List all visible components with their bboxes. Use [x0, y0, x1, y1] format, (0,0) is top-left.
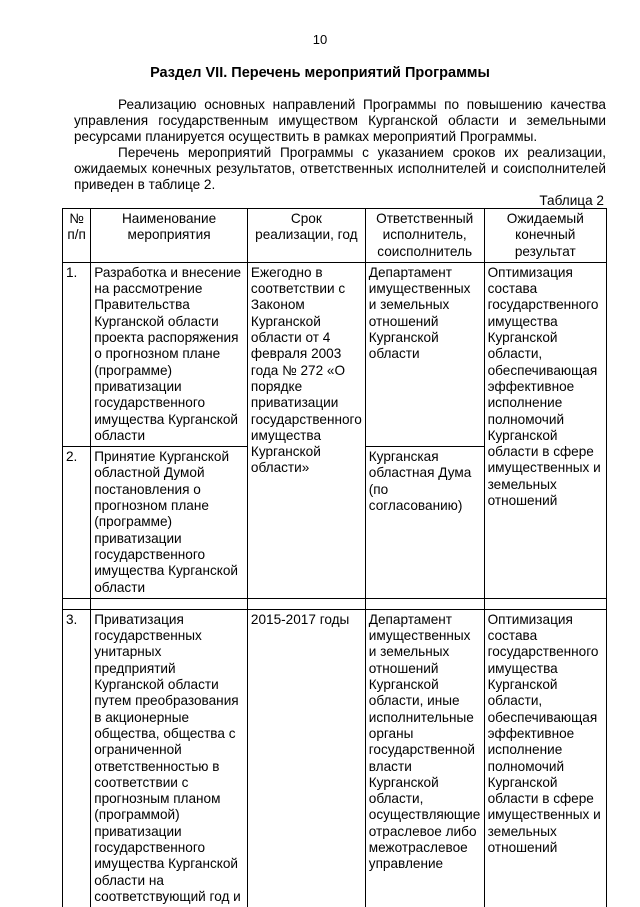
- row-num: 2.: [63, 447, 91, 599]
- row-num: 1.: [63, 262, 91, 446]
- header-num: № п/п: [63, 209, 91, 263]
- row-name: Приватизация государственных унитарных предприятий Курганской области путем преобразования в акционерные общества, общества с ограниченной ответственностью в соответствии с прогнозным планом (программой) приватизации государственного имущества Курганской области на соответствующий год и: [91, 609, 248, 907]
- paragraph-intro: Реализацию основных направлений Программы по повышению качества управления государственным имуществом Курганской области и земельными ресурсами планируется осуществить в рамках мероприятий Программы.: [74, 97, 606, 145]
- section-title: Раздел VII. Перечень мероприятий Программы: [150, 65, 490, 81]
- header-result: Ожидаемый конечный результат: [484, 209, 606, 263]
- table-row: [63, 262, 607, 446]
- row-executor: Департамент имущественных и земельных отношений Курганской области: [365, 262, 484, 446]
- row-result: Оптимизация состава государственного имущества Курганской области, обеспечивающая эффективное исполнение полномочий Курганской области в сфере имущественных и земельных отношений: [484, 609, 606, 907]
- row-executor: Департамент имущественных и земельных отношений Курганской области, иные исполнительные органы государственной власти Курганской области, осуществляющие отраслевое либо межотраслевое управление: [365, 609, 484, 907]
- row-num: 3.: [63, 609, 91, 907]
- row-term: Ежегодно в соответствии с Законом Курганской области от 4 февраля 2003 года № 272 «О порядке приватизации государственного имущества Курганской области»: [247, 262, 365, 598]
- header-term: Срок реализации, год: [247, 209, 365, 263]
- header-executor: Ответственный исполнитель, соисполнитель: [365, 209, 484, 263]
- measures-table: [62, 208, 607, 907]
- table-header-row: [63, 209, 607, 263]
- table-row: [63, 609, 607, 907]
- table-caption: Таблица 2: [539, 193, 604, 208]
- header-name: Наименование мероприятия: [91, 209, 248, 263]
- row-term: 2015-2017 годы: [247, 609, 365, 907]
- table-spacer-row: [63, 598, 607, 609]
- row-name: Принятие Курганской областной Думой постановления о прогнозном плане (программе) приватизации государственного имущества Курганской области: [91, 447, 248, 599]
- page-number: 10: [312, 32, 328, 47]
- row-name: Разработка и внесение на рассмотрение Правительства Курганской области проекта распоряжения о прогнозном плане (программе) приватизации государственного имущества Курганской области: [91, 262, 248, 446]
- row-result: Оптимизация состава государственного имущества Курганской области, обеспечивающая эффективное исполнение полномочий Курганской области в сфере имущественных и земельных отношений: [484, 262, 606, 598]
- paragraph-list-description: Перечень мероприятий Программы с указанием сроков их реализации, ожидаемых конечных результатов, ответственных исполнителей и соисполнителей приведен в таблице 2.: [74, 145, 606, 193]
- row-executor: Курганская областная Дума (по согласованию): [365, 447, 484, 599]
